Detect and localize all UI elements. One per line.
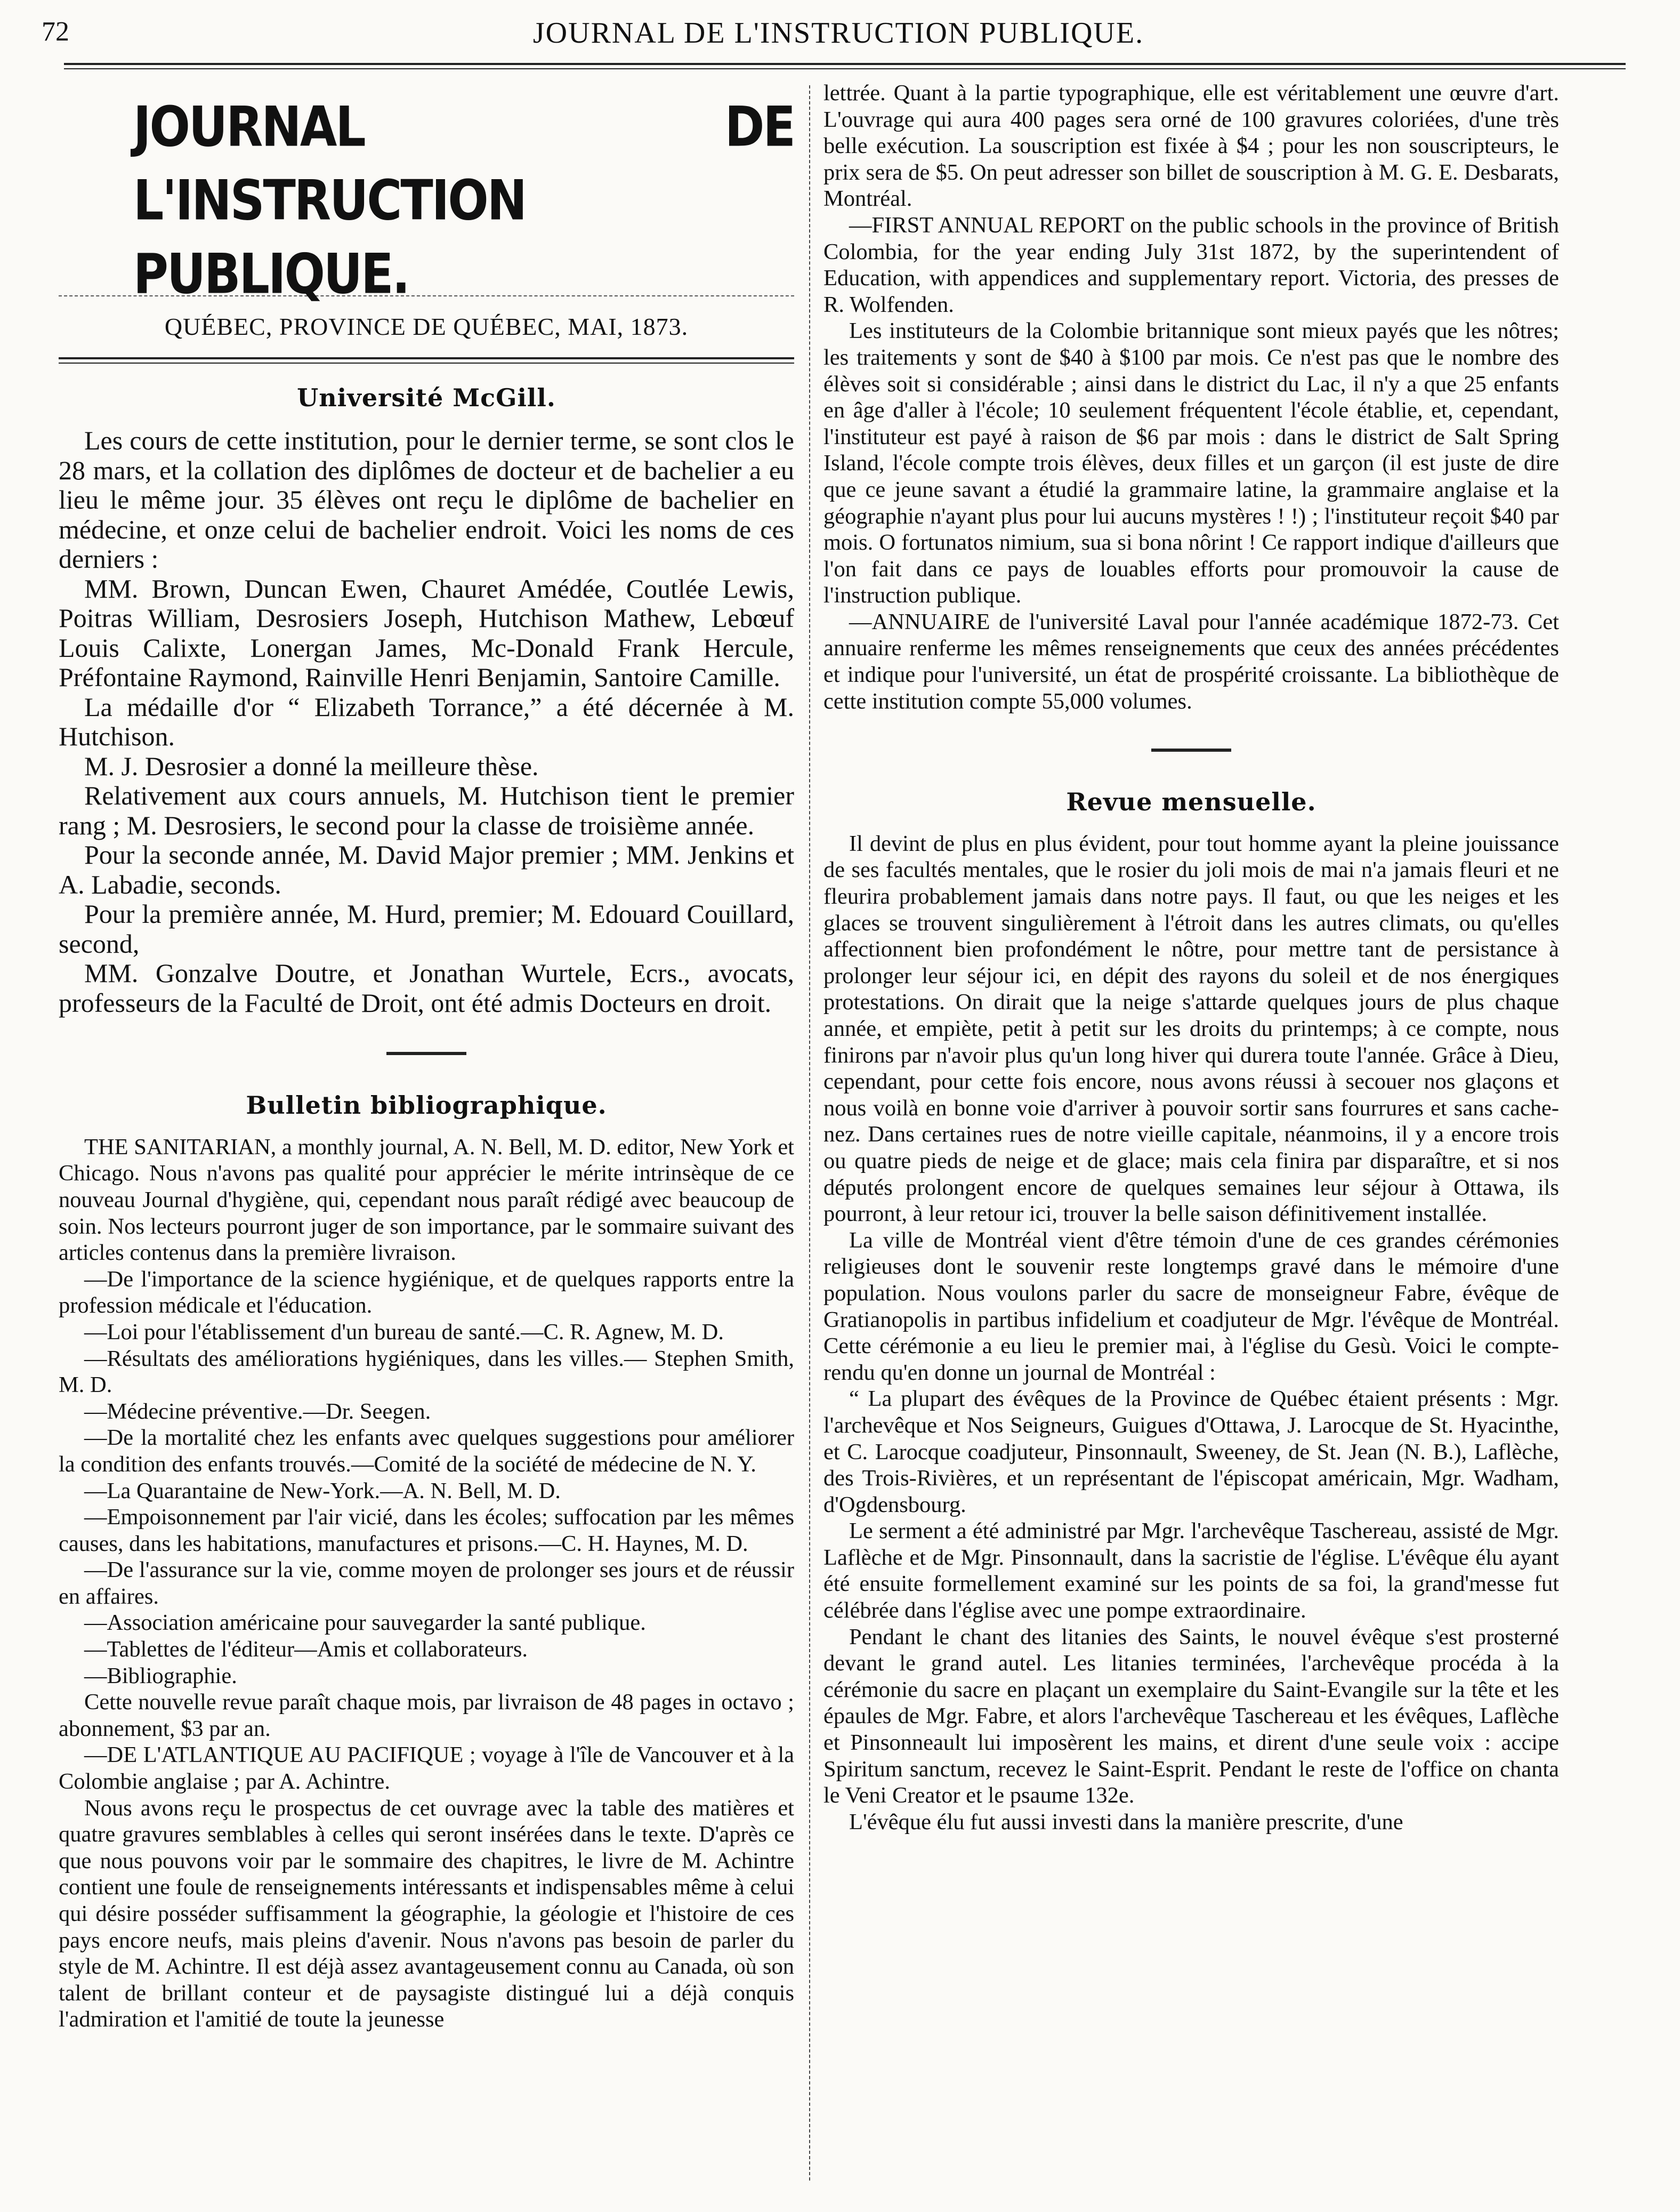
- section-separator: [1151, 749, 1231, 752]
- bulletin-paragraph: THE SANITARIAN, a monthly journal, A. N. Bell, M. D. editor, New York et Chicago. Nous n'avons pas qualité pour apprécier le mérite intrinsèque de ce nouveau Journal d'hygiène, qui, cependant nous paraît rédigé avec beaucoup de soin. Nos lecteurs pourront juger de son importance, par le sommaire suivant des articles contenus dans la première livraison.: [59, 1134, 794, 1266]
- mcgill-paragraph: MM. Gonzalve Doutre, et Jonathan Wurtele, Ecrs., avocats, professeurs de la Faculté de Droit, ont été admis Docteurs en droit.: [59, 958, 794, 1018]
- dateline: QUÉBEC, PROVINCE DE QUÉBEC, MAI, 1873.: [164, 313, 689, 340]
- bulletin-continued: Les instituteurs de la Colombie britannique sont mieux payés que les nôtres; les traitements y sont de $40 à $100 par mois. Ce n'est pas que le nombre des élèves soit si considérable ; ainsi dans le district du Lac, il n'y a que 25 enfants en âge d'aller à l'école; 10 seulement fréquentent l'école établie, et, cependant, l'instituteur est payé à raison de $6 par mois : dans le district de Salt Spring Island, l'école compte trois élèves, deux filles et un garçon (il est juste de dire que ce jeune savant a étudié la grammaire latine, la grammaire anglaise et la géographie n'ayant plus pour lui aucuns mystères ! !) ; l'instituteur reçoit $40 par mois. O fortunatos nimium, sua si bona nôrint ! Ce rapport indique d'ailleurs que l'on fait dans ce pays de louables efforts pour promouvoir la cause de l'instruction publique.: [823, 318, 1559, 608]
- bulletin-paragraph: —DE L'ATLANTIQUE AU PACIFIQUE ; voyage à l'île de Vancouver et à la Colombie anglaise ; par A. Achintre.: [59, 1742, 794, 1795]
- heading-bulletin: Bulletin bibliographique.: [246, 1091, 607, 1120]
- dateline-rule: [59, 357, 794, 359]
- mcgill-paragraph: Pour la première année, M. Hurd, premier; M. Edouard Couillard, second,: [59, 899, 794, 959]
- heading-revue: Revue mensuelle.: [1066, 787, 1316, 817]
- bulletin-item: —Médecine préventive.—Dr. Seegen.: [84, 1398, 431, 1424]
- mcgill-paragraph: M. J. Desrosier a donné la meilleure thèse.: [84, 751, 539, 781]
- header-rule-thin: [64, 68, 1626, 69]
- running-title: JOURNAL DE L'INSTRUCTION PUBLIQUE.: [532, 17, 1144, 50]
- bulletin-item: —Empoisonnement par l'air vicié, dans les écoles; suffocation par les mêmes causes, dans les habitations, manufactures et prisons.—C. H. Haynes, M. D.: [59, 1505, 794, 1556]
- revue-paragraph: Il devint de plus en plus évident, pour tout homme ayant la pleine jouissance de ses facultés mentales, que le rosier du joli mois de mai n'a jamais fleuri et ne fleurira probablement jamais dans notre pays. Il faut, ou que les neiges et les glaces se trouvent singulièrement à l'étroit dans les autres climats, ou qu'elles affectionnent bien profondément le nôtre, pour mettre tant de persistance à prolonger leur séjour ici, en dépit des rayons du soleil et de nos énergiques protestations. On dirait que la neige s'attarde quelques jours de plus chaque année, et empiète, petit à petit sur les droits du printemps; à ce compte, nous finirons par n'avoir plus qu'un long hiver qui durera toute l'année. Grâce à Dieu, cependant, pour cette fois encore, nous avons réussi à secouer nos glaçons et nous voilà en bonne voie d'arriver à pouvoir sortir sans fourrures et sans cache-nez. Dans certaines rues de notre vieille capitale, néanmoins, il y a encore trois ou quatre pieds de neige et de glace; mais cela finira par disparaître, et si nos députés prolongent encore de quelques semaines leur séjour à Ottawa, ils pourront, à leur retour ici, trouver la belle saison définitivement installée.: [823, 831, 1559, 1227]
- bulletin-item: —Loi pour l'établissement d'un bureau de santé.—C. R. Agnew, M. D.: [84, 1319, 724, 1345]
- mcgill-paragraph: Pour la seconde année, M. David Major premier ; MM. Jenkins et A. Labadie, seconds.: [59, 840, 794, 899]
- dateline-rule-thin: [59, 363, 794, 364]
- bulletin-item: —Tablettes de l'éditeur—Amis et collaborateurs.: [84, 1637, 528, 1662]
- page-number: 72: [42, 17, 69, 47]
- bulletin-paragraph: Cette nouvelle revue paraît chaque mois, par livraison de 48 pages in octavo ; abonnement, $3 par an.: [59, 1690, 794, 1741]
- heading-mcgill: Université McGill.: [297, 383, 556, 412]
- bulletin-item: —De la mortalité chez les enfants avec quelques suggestions pour améliorer la condition des enfants trouvés.—Comité de la société de médecine de N. Y.: [59, 1425, 794, 1477]
- revue-paragraph: “ La plupart des évêques de la Province de Québec étaient présents : Mgr. l'archevêque et Nos Seigneurs, Guigues d'Ottawa, J. Larocque de St. Hyacinthe, et C. Larocque coadjuteur, Pinsonnault, Sweeney, de St. Jean (N. B.), Laflèche, des Trois-Rivières, et un représentant de l'épiscopat américain, Mgr. Wadham, d'Ogdensbourg.: [823, 1386, 1559, 1517]
- section-separator: [386, 1052, 466, 1055]
- bulletin-item: —Bibliographie.: [84, 1663, 237, 1688]
- bulletin-item: —Résultats des améliorations hygiéniques, dans les villes.— Stephen Smith, M. D.: [59, 1346, 794, 1398]
- mcgill-paragraph: La médaille d'or “ Elizabeth Torrance,” a été décernée à M. Hutchison.: [59, 691, 794, 752]
- column-divider: [809, 85, 810, 2181]
- mcgill-paragraph: MM. Brown, Duncan Ewen, Chauret Amédée, Coutlée Lewis, Poitras William, Desrosiers Joseph, Hutchison Mathew, Lebœuf Louis Calixte, Lonergan James, Mc-Donald Frank Hercule, Préfontaine Raymond, Rainville Henri Benjamin, Santoire Camille.: [59, 573, 794, 693]
- mcgill-paragraph: Les cours de cette institution, pour le dernier terme, se sont clos le 28 mars, et la collation des diplômes de docteur et de bachelier a eu lieu le même jour. 35 élèves ont reçu le diplôme de bachelier en médecine, et onze celui de bachelier endroit. Voici les noms de ces derniers :: [59, 425, 794, 574]
- bulletin-continued: —ANNUAIRE de l'université Laval pour l'année académique 1872-73. Cet annuaire renferme les mêmes renseignements que ceux des années précédentes et indique pour l'université, un état de prospérité croissante. La bibliothèque de cette institution compte 55,000 volumes.: [823, 609, 1559, 714]
- mcgill-paragraph: Relativement aux cours annuels, M. Hutchison tient le premier rang ; M. Desrosiers, le second pour la classe de troisième année.: [59, 781, 794, 840]
- bulletin-item: —Association américaine pour sauvegarder la santé publique.: [84, 1610, 646, 1636]
- running-header: [42, 11, 1635, 53]
- bulletin-item: —De l'assurance sur la vie, comme moyen de prolonger ses jours et de réussir en affaires.: [59, 1557, 794, 1609]
- revue-paragraph: Pendant le chant des litanies des Saints, le nouvel évêque s'est prosterné devant le grand autel. Les litanies terminées, l'archevêque procéda à la cérémonie du sacre en plaçant un exemplaire du Saint-Evangile sur la tête et les épaules de Mgr. Fabre, et alors l'archevêque Taschereau et les évêques, Laflèche et Pinsonneault lui imposèrent les mains, et dirent d'une seule voix : accipe Spiritum sanctum, recevez le Saint-Esprit. Pendant le reste de l'office on chanta le Veni Creator et le psaume 132e.: [823, 1624, 1559, 1808]
- header-rule: [64, 63, 1626, 65]
- bulletin-item: —La Quarantaine de New-York.—A. N. Bell, M. D.: [84, 1478, 561, 1503]
- masthead-title: JOURNAL DE L'INSTRUCTION PUBLIQUE.: [133, 95, 794, 307]
- revue-paragraph: L'évêque élu fut aussi investi dans la manière prescrite, d'une: [849, 1809, 1403, 1835]
- bulletin-item: —De l'importance de la science hygiénique, et de quelques rapports entre la profession médicale et l'éducation.: [59, 1266, 794, 1318]
- bulletin-continued: —FIRST ANNUAL REPORT on the public schools in the province of British Colombia, for the year ending July 31st 1872, by the superintendent of Education, with appendices and supplementary report. Victoria, des presses de R. Wolfenden.: [823, 212, 1559, 317]
- bulletin-continued: lettrée. Quant à la partie typographique, elle est véritablement une œuvre d'art. L'ouvrage qui aura 400 pages sera orné de 100 gravures coloriées, d'une très belle exécution. La souscription est fixée à $4 ; pour les non souscripteurs, le prix sera de $5. On peut adresser son billet de souscription à M. G. E. Desbarats, Montréal.: [823, 81, 1559, 212]
- revue-paragraph: Le serment a été administré par Mgr. l'archevêque Taschereau, assisté de Mgr. Laflèche et de Mgr. Pinsonnault, dans la sacristie de l'église. L'évêque élu ayant été ensuite formellement examiné sur les points de sa foi, la grand'messe fut célébrée dans l'église avec une pompe extraordinaire.: [823, 1518, 1559, 1623]
- right-column: [823, 80, 1559, 1835]
- bulletin-paragraph: Nous avons reçu le prospectus de cet ouvrage avec la table des matières et quatre gravures semblables à celles qui seront insérées dans le texte. D'après ce que nous pouvons voir par le sommaire des chapitres, le livre de M. Achintre contient une foule de renseignements intéressants et indispensables même à celui qui désire posséder suffisamment la géographie, la géologie et l'histoire de ces pays encore neufs, mais pleins d'avenir. Nous n'avons pas besoin de parler du style de M. Achintre. Il est déjà assez avantageusement connu au Canada, où son talent de brillant conteur et de paysagiste distingué lui a déjà conquis l'admiration et l'amitié de toute la jeunesse: [59, 1795, 794, 2032]
- left-column: [59, 80, 794, 2033]
- revue-paragraph: La ville de Montréal vient d'être témoin d'une de ces grandes cérémonies religieuses dont le souvenir reste longtemps gravé dans le mémoire d'une population. Nous voulons parler du sacre de monseigneur Fabre, évêque de Gratianopolis in partibus infidelium et coadjuteur de Mgr. l'évêque de Montréal. Cette cérémonie a eu lieu le premier mai, à l'église du Gesù. Voici le compte-rendu qu'en donne un journal de Montréal :: [823, 1227, 1559, 1385]
